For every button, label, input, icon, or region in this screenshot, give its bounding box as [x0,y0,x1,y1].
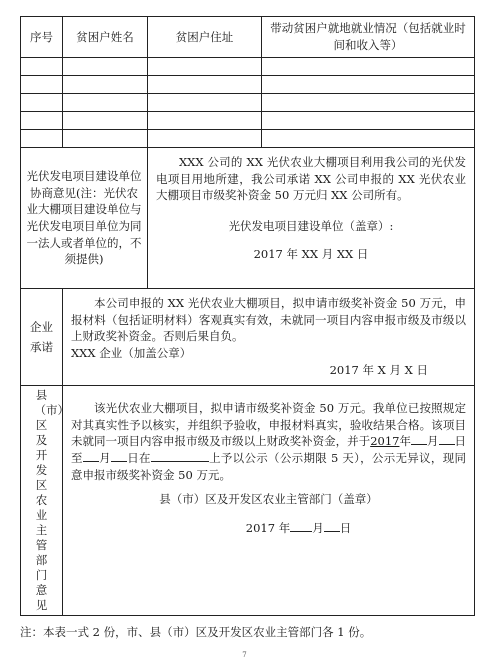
pv-opinion-signature: 光伏发电项目建设单位（盖章）: [228,219,394,234]
pv-opinion-label: 光伏发电项目建设单位协商意见(注：光伏农业大棚项目建设单位与光伏发电项目单位为同一法人或者单位的，不须提供) [21,148,148,289]
header-employment: 带动贫困户就地就业情况（包括就业时间和收入等） [262,17,475,58]
county-signature: 县（市）区及开发区农业主管部门（盖章） [159,492,378,507]
pv-opinion-content [148,148,475,289]
footnote: 注：本表一式 2 份，市、县（市）区及开发区农业主管部门各 1 份。 [20,625,372,639]
county-content [63,386,475,616]
header-seq: 序号 [21,17,63,58]
table-row [21,112,475,130]
application-form-table [20,16,475,616]
pv-opinion-row [21,148,475,289]
pv-opinion-text: XXX 公司的 XX 光伏农业大棚项目利用我公司的光伏发电项目用地所建，我公司承诺 XX 公司申报的 XX 光伏农业大棚项目市级奖补资金 50 万元归 XX 公司所有。 [156,155,466,203]
pv-opinion-date: 2017 年 XX 月 XX 日 [253,247,369,262]
county-row [21,386,475,616]
enterprise-date: 2017 年 X 月 X 日 [329,362,428,377]
page-number: 7 [242,651,247,659]
enterprise-row [21,289,475,386]
table-header-row [21,17,475,58]
enterprise-text: 本公司申报的 XX 光伏农业大棚项目，拟申请市级奖补资金 50 万元，申报材料（包括证明材料）客观真实有效，未就同一项目内容申报市级及市级以上财政奖补资金。否则后果自负。 [71,296,466,344]
table-row [21,130,475,148]
county-date: 2017 年 月 日 [245,520,352,535]
table-row [21,76,475,94]
county-text: 该光伏农业大棚项目，拟申请市级奖补资金 50 万元。我单位已按照规定对其真实性予以核实，并组织予验收，申报材料真实，验收结果合格。该项目未就同一项目内容申报市级及市级以上财政奖补资金，并于2017年 月 日至 月 日在 上予以公示（公示期限 5 天），公示无异议，现同意申报市级奖补资金 50 万元。 [71,401,467,482]
enterprise-content [63,289,475,386]
header-name: 贫困户姓名 [63,17,148,58]
enterprise-signature: XXX 企业（加盖公章） [71,346,192,361]
table-row [21,58,475,76]
header-address: 贫困户住址 [148,17,262,58]
enterprise-label: 企业承诺 [21,289,63,386]
county-label: 县（市）区及开发区农业主管部门意见 [21,386,63,616]
table-row [21,94,475,112]
